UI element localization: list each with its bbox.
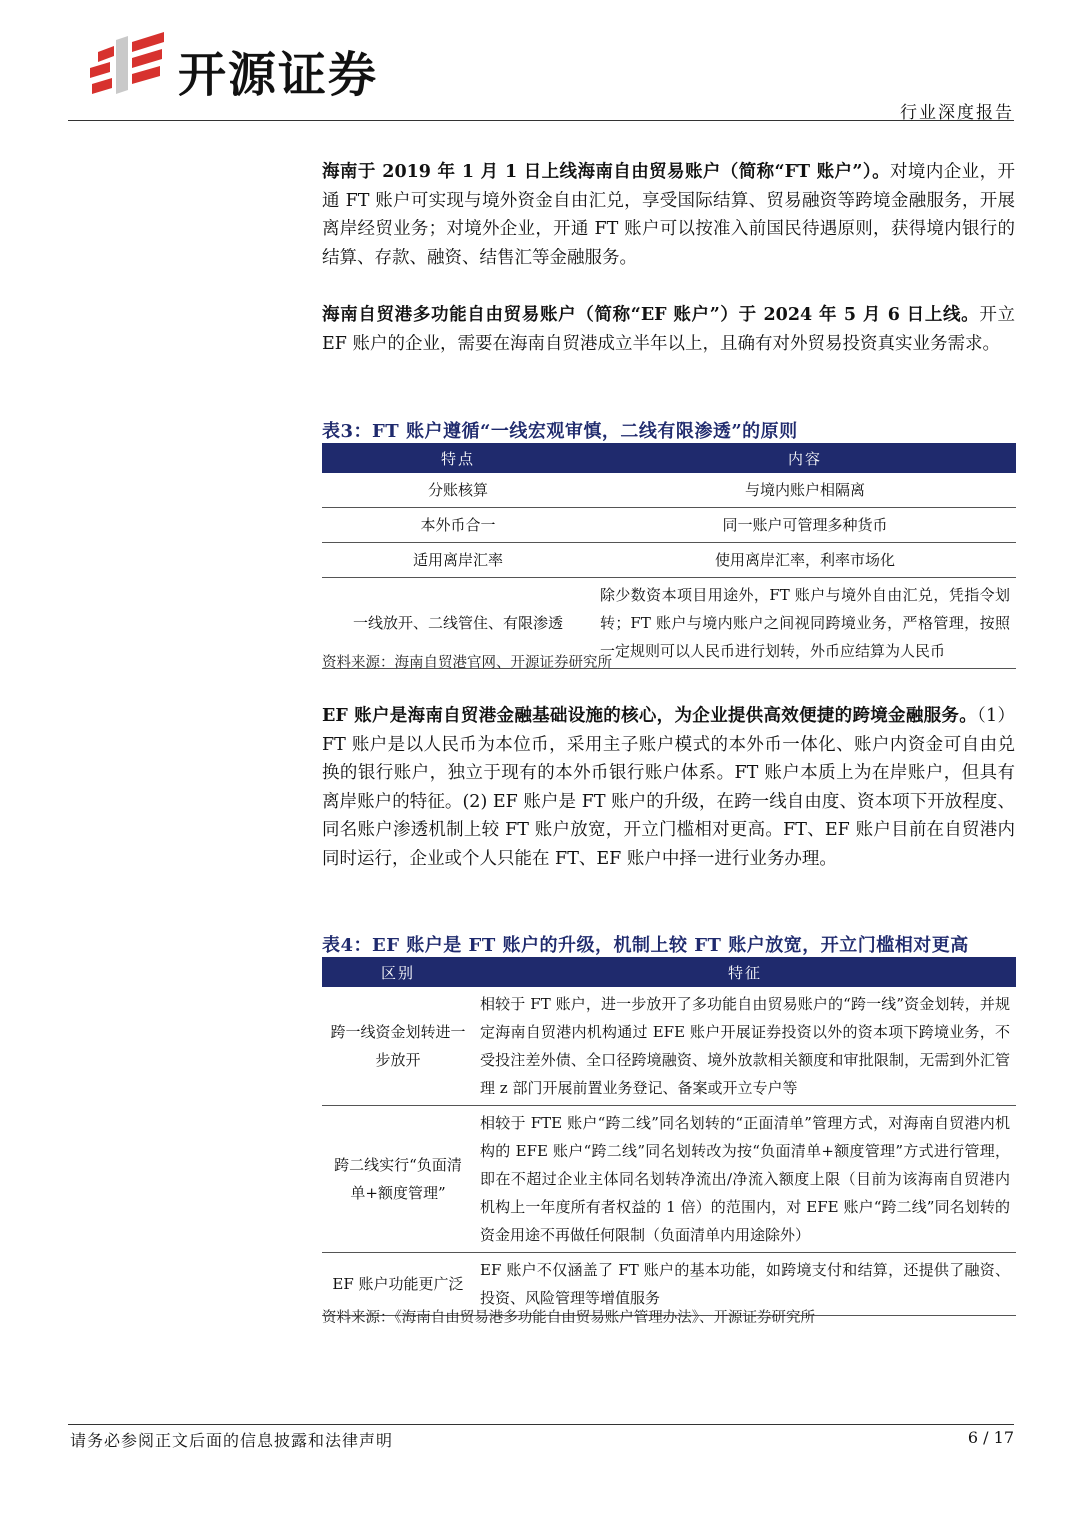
company-name: 开源证券 bbox=[178, 47, 379, 103]
table-cell: 除少数资本项目用途外，FT 账户与境外自由汇兑，凭指令划转；FT 账户与境内账户之间视同跨境业务，严格管理，按照一定规则可以人民币进行划转，外币应结算为人民币 bbox=[594, 578, 1016, 669]
page-number: 6 / 17 bbox=[967, 1428, 1014, 1447]
table4-source: 资料来源：《海南自由贸易港多功能自由贸易账户管理办法》、开源证券研究所 bbox=[322, 1310, 815, 1326]
table-header-row bbox=[322, 957, 1016, 987]
table-cell: 相较于 FTE 账户“跨二线”同名划转的“正面清单”管理方式，对海南自贸港内机构的 EFE 账户“跨二线”同名划转改为按“负面清单+额度管理”方式进行管理，即在不超过企业主体同名划转净流出/净流入额度上限（目前为该海南自贸港内机构上一年度所有者权益的 1 倍）的范围内，对 EFE 账户“跨二线”同名划转的资金用途不再做任何限制（负面清单内用途除外） bbox=[474, 1106, 1016, 1253]
table-cell: 本外币合一 bbox=[322, 508, 594, 543]
table-row bbox=[322, 543, 1016, 578]
table-cell: 跨一线资金划转进一步放开 bbox=[322, 987, 474, 1106]
table-cell: 使用离岸汇率，利率市场化 bbox=[594, 543, 1016, 578]
table-row bbox=[322, 508, 1016, 543]
table-row bbox=[322, 473, 1016, 508]
legal-disclaimer: 请务必参阅正文后面的信息披露和法律声明 bbox=[70, 1431, 394, 1450]
table3 bbox=[322, 443, 1016, 669]
table-cell: 与境内账户相隔离 bbox=[594, 473, 1016, 508]
table-cell: 一线放开、二线管住、有限渗透 bbox=[322, 578, 594, 669]
table4-title: 表4：EF 账户是 FT 账户的升级，机制上较 FT 账户放宽，开立门槛相对更高 bbox=[322, 935, 969, 956]
column-header: 特征 bbox=[474, 957, 1016, 987]
paragraph-ef-core bbox=[322, 702, 1015, 873]
column-header: 内容 bbox=[594, 443, 1016, 473]
table-cell: 同一账户可管理多种货币 bbox=[594, 508, 1016, 543]
paragraph-text: 对境内企业，开通 FT 账户可实现与境外资金自由汇兑，享受国际结算、贸易融资等跨境金融服务，开展离岸经贸业务；对境外企业，开通 FT 账户可以按准入前国民待遇原则，获得境内银行的结算、存款、融资、结售汇等金融服务。 bbox=[322, 162, 1015, 268]
table-row bbox=[322, 1106, 1016, 1253]
table-cell: 适用离岸汇率 bbox=[322, 543, 594, 578]
table-cell: 分账核算 bbox=[322, 473, 594, 508]
column-header: 特点 bbox=[322, 443, 594, 473]
paragraph-ft-account bbox=[322, 158, 1015, 272]
kaiyuan-logo-icon bbox=[88, 32, 168, 98]
table4 bbox=[322, 957, 1016, 1316]
paragraph-ef-account bbox=[322, 301, 1015, 358]
table-cell: EF 账户功能更广泛 bbox=[322, 1253, 474, 1316]
page-header bbox=[0, 0, 1080, 125]
paragraph-text: （1）FT 账户是以人民币为本位币，采用主子账户模式的本外币一体化、账户内资金可自由兑换的银行账户，独立于现有的本外币银行账户体系。FT 账户本质上为在岸账户，但具有离岸账户的特征。(2) EF 账户是 FT 账户的升级，在跨一线自由度、资本项下开放程度、同名账户渗透机制上较 FT 账户放宽，开立门槛相对更高。FT、EF 账户目前在自贸港内同时运行，企业或个人只能在 FT、EF 账户中择一进行业务办理。 bbox=[322, 706, 1015, 869]
report-type: 行业深度报告 bbox=[900, 103, 1014, 123]
table3-title: 表3：FT 账户遵循“一线宏观审慎，二线有限渗透”的原则 bbox=[322, 421, 798, 442]
paragraph-text: 开立 EF 账户的企业，需要在海南自贸港成立半年以上，且确有对外贸易投资真实业务需求。 bbox=[322, 305, 1015, 354]
column-header: 区别 bbox=[322, 957, 474, 987]
footer-divider bbox=[68, 1424, 1014, 1425]
table-cell: 跨二线实行“负面清单+额度管理” bbox=[322, 1106, 474, 1253]
table-cell: 相较于 FT 账户，进一步放开了多功能自由贸易账户的“跨一线”资金划转，并规定海南自贸港内机构通过 EFE 账户开展证券投资以外的资本项下跨境业务，不受投注差外债、全口径跨境融资、境外放款相关额度和审批限制，无需到外汇管理 z 部门开展前置业务登记、备案或开立专户等 bbox=[474, 987, 1016, 1106]
table-cell: EF 账户不仅涵盖了 FT 账户的基本功能，如跨境支付和结算，还提供了融资、投资、风险管理等增值服务 bbox=[474, 1253, 1016, 1316]
table3-source: 资料来源：海南自贸港官网、开源证券研究所 bbox=[322, 655, 612, 671]
paragraph-lead: 海南自贸港多功能自由贸易账户（简称“EF 账户”）于 2024 年 5 月 6 日上线。 bbox=[322, 305, 980, 325]
table-row bbox=[322, 987, 1016, 1106]
paragraph-lead: EF 账户是海南自贸港金融基础设施的核心，为企业提供高效便捷的跨境金融服务。 bbox=[322, 706, 978, 726]
paragraph-lead: 海南于 2019 年 1 月 1 日上线海南自由贸易账户（简称“FT 账户”）。 bbox=[322, 162, 890, 182]
table-header-row bbox=[322, 443, 1016, 473]
header-divider bbox=[68, 120, 1014, 121]
